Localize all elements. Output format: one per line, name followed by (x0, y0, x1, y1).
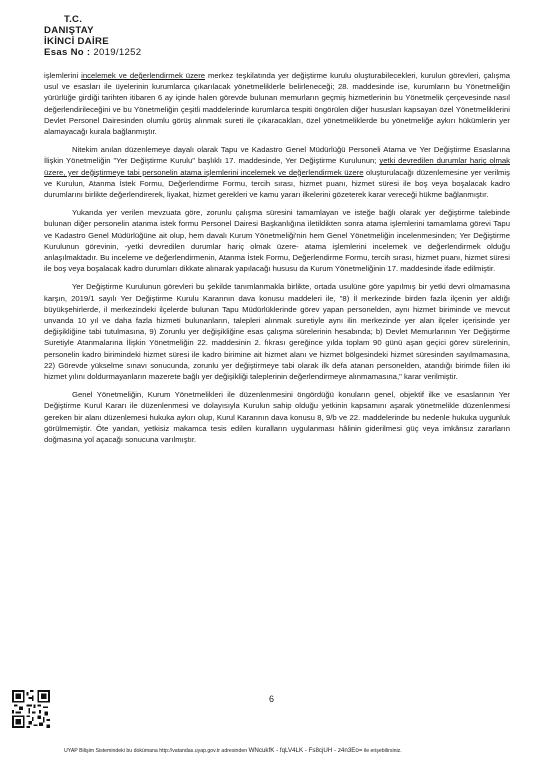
underlined-text: yetki devredilen durumlar hariç olmak üzere, yer değiştirmeye tabi personelin atama işlemlerini incelemek ve değerlendirmek üzere (44, 156, 510, 177)
paragraph-text: Genel Yönetmeliğin, Kurum Yönetmelikleri ile düzenlenmesini öngördüğü konuların genel, objektif ilke ve esaslarının Yer Değiştirme Kurul Kararı ile düzenlenmesi ve dolayısıyla Kurulun sahip olduğu yetkinin kapsamını aşarak yönetmelikle düzenlenmesi gereken bir alanı düzenlemesi hukuka aykırı olup, Kurul Kararının dava konusu 8, 9/b ve 22. maddelerinde bu nedenle hukuka uygunluk görülmemiştir. Öte yandan, yetkisiz makamca tesis edilen kuralların uygulanması hâlinin giderilmesi güç veya imkânsız zararların doğmasına yol açacağı sonucuna varılmıştır. (44, 390, 510, 445)
paragraph-text: oluşturulacağı düzenlemesine yer verilmiş ve Kurulun, Atanma İstek Formu, Değerlendirme Formu, tercih sırası, hizmet puanı, hizmet süresi ile boş veya boşalacak kadro durumlarını birlikte değerlendirerek, liyakat, hizmet gerekleri ve kamu yararı ilkelerini gözeterek karar vereceği hükme bağlanmıştır. (44, 167, 510, 200)
case-number-label: Esas No : (44, 47, 91, 58)
body-paragraph (44, 389, 510, 445)
footer-verification (64, 747, 524, 754)
body-paragraph (44, 207, 510, 274)
footer-text: UYAP Bilişim Sistemindeki bu dokümana http://vatandas.uyap.gov.tr adresinden (64, 748, 248, 754)
body-paragraph (44, 144, 510, 200)
page-number: 6 (268, 694, 274, 704)
case-number (44, 47, 344, 58)
body-paragraph (44, 70, 510, 137)
paragraph-text: işlemlerini (44, 71, 82, 80)
case-number-value: 2019/1252 (93, 47, 142, 58)
body-paragraph (44, 281, 510, 382)
verification-code: WNcukfK - fqLV4LK - Fs8cjUH - z4n3Eo= (248, 747, 363, 754)
paragraph-text: merkez teşkilatında yer değiştirme kurulu oluşturabilecekleri, kurulun görevleri, çalışma usul ve esasları ile üyelerinin kurumlarca çıkarılacak yönetmeliklerle belirleneceği; 28. maddesinde ise, kurumların bu Yönetmeliğin yürürlüğe girdiği tarihten itibaren 6 ay içinde halen görevde bulunan memurların geçmiş hizmetlerinin bu Yönetmelik çerçevesinde nasıl değerlendirileceğini ve bu Yönetmeliğin çeşitli maddelerinde kurumlarca tespiti öngörülen diğer hususları kapsayan özel Yönetmeliklerini Devlet Personel Dairesinden olumlu görüş alınmak sureti ile çıkaracakları, özel yönetmeliklerde bu yönetmeliğe aykırı hükümlerin yer alamayacağı kurala bağlanmıştır. (44, 71, 511, 137)
footer-suffix: ile erişebilirsiniz. (363, 748, 402, 754)
header-chamber: İKİNCİ DAİRE (44, 36, 109, 47)
document-header (44, 14, 344, 58)
header-court: DANIŞTAY (44, 25, 94, 36)
header-tc: T.C. (64, 14, 83, 25)
paragraph-text: Nitekim anılan düzenlemeye dayalı olarak Tapu ve Kadastro Genel Müdürlüğü Personeli Atama ve Yer Değiştirme Esaslarına İlişkin Yönetmeliğin "Yer Değiştirme Kurulu" başlıklı 17. maddesinde, Yer Değiştirme Kurulunun; (44, 145, 510, 166)
paragraph-text: Yukarıda yer verilen mevzuata göre, zorunlu çalışma süresini tamamlayan ve isteğe bağlı olarak yer değiştirme talebinde bulunan diğer personelin atanma istek formu Personel Dairesi Başkanlığına iletildikten sonra atama işlemlerini tamamlama görevi Tapu ve Kadastro Genel Müdürlüğüne ait olup, hem davalı Kurum Yönetmeliği'nin hem Genel Yönetmeliğin incelenmesinden; Yer Değiştirme Kurulunun görevinin, -yetki devredilen durumlar hariç olmak üzere- atama işlemlerini incelemek ve değerlendirmek olduğu anlaşılmaktadır. Bu inceleme ve değerlendirmenin, Atanma İstek Formu, Değerlendirme Formu, tercih sırası, hizmet puanı, hizmet süresi ile boş veya boşalacak kadro durumları dikkate alınarak yapılacağı hususu da Kurum Yönetmeliğinin 17. maddesinde ifade edilmiştir. (44, 208, 510, 274)
document-body (44, 70, 510, 452)
qr-code-icon (12, 690, 50, 728)
paragraph-text: Yer Değiştirme Kurulunun görevleri bu şekilde tanımlanmakla birlikte, ortada usulüne göre yapılmış bir yetki devri olmamasına karşın, 2019/1 sayılı Yer Değiştirme Kurulu Kararının dava konusu maddeleri ile, "8) İl merkezinde birden fazla ilçenin yer aldığı büyükşehirlerde, il merkezindeki ilçelerde bulunan Tapu Müdürlüklerinde görev yapan personelden, aynı hizmet biriminde ve mevcut unvanda 10 yıl ve daha fazla hizmeti bulunanların, talepleri alınmak suretiyle aynı ilin merkezinde yer alan ilçeler içerisinde yer değişikliğine tabi tutulmasına, 9) Zorunlu yer değişikliğine esas çalışma sürelerinin hesabında; b) Devlet Memurlarının Yer Değiştirme Suretiyle Atanmalarına İlişkin Yönetmeliğin 22. maddesinin 2. fıkrası gereğince yılda toplam 90 günü aşan geçici görev sürelerinin, personelin kadro birimindeki hizmet süresi ile kadro birimine ait hizmet alanı ve hizmet bölgesindeki hizmet süresinden sayılmamasına, 22) Görevde yükselme sınavı sonucunda, zorunlu yer değiştirmeye tabi olarak ilk defa atanan personelden, atandığı birimde fiilen iki hizmet yılını doldurmayanların mazerete bağlı yer değişikliği taleplerinin değerlendirmeye alınmamasına," karar verilmiştir. (44, 282, 510, 382)
underlined-text: incelemek ve değerlendirmek üzere (81, 71, 206, 80)
